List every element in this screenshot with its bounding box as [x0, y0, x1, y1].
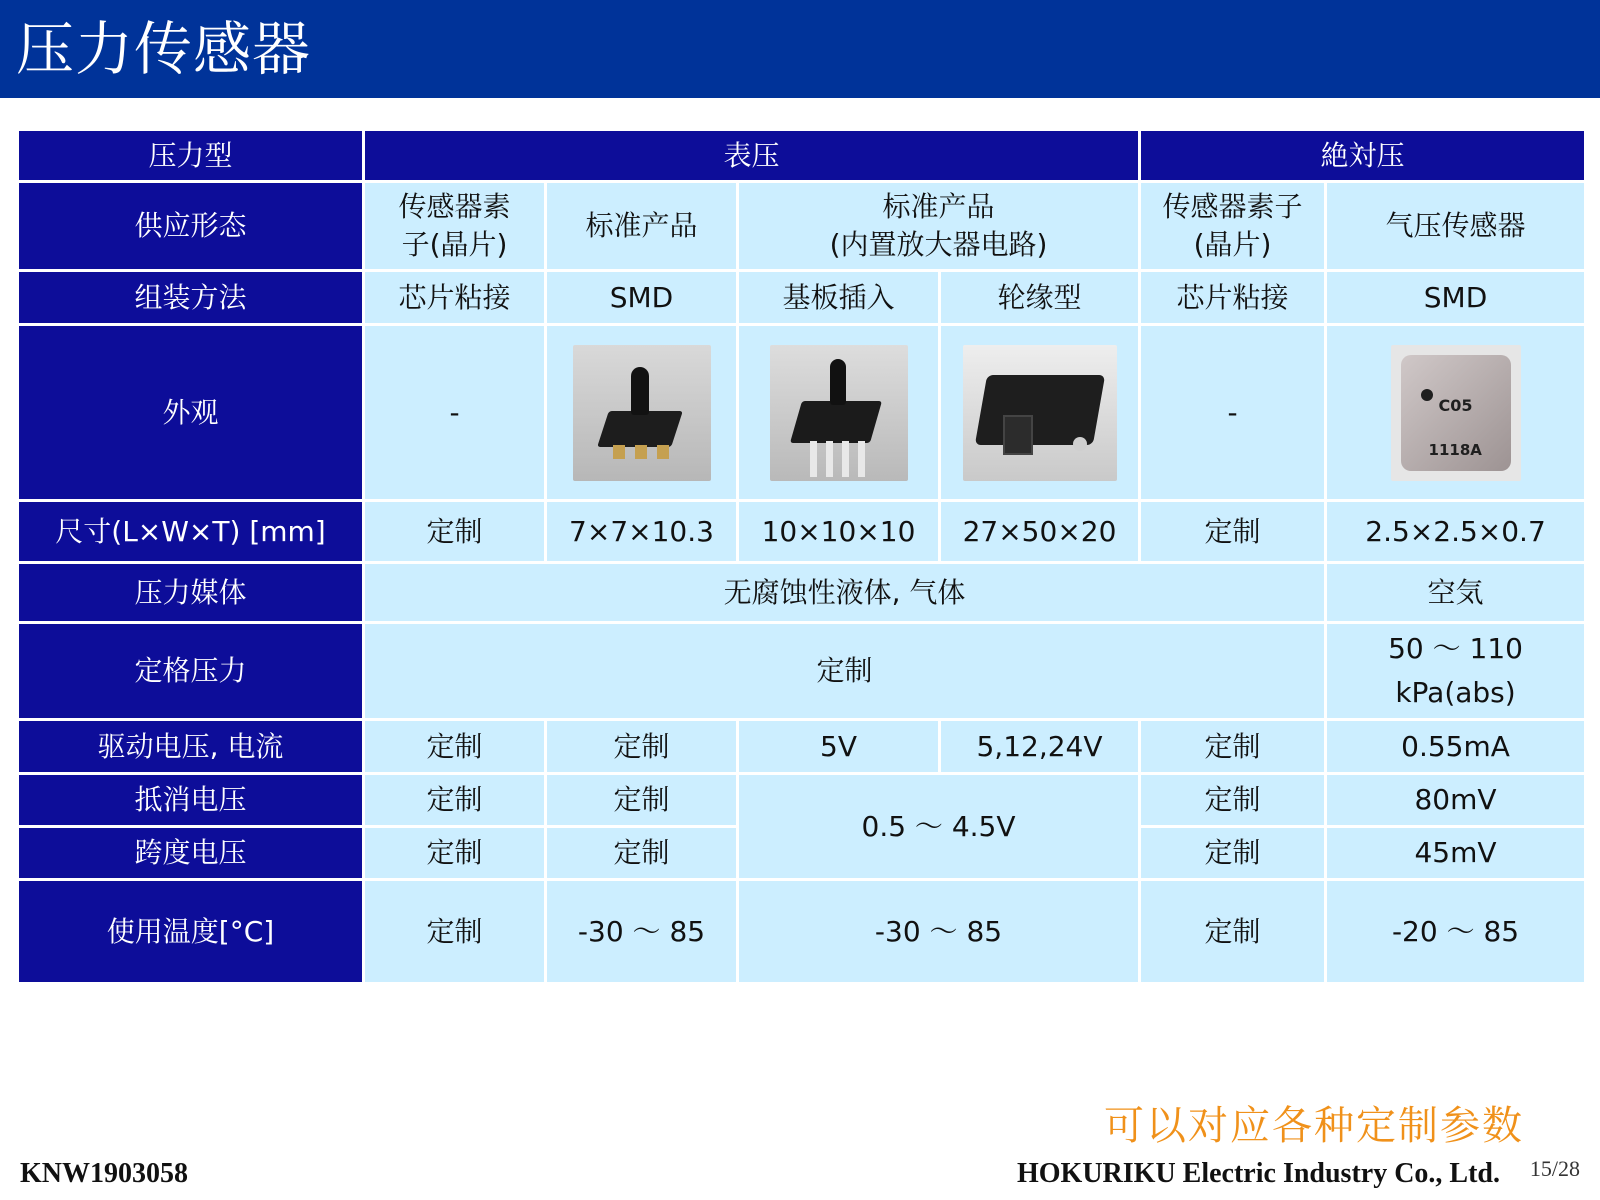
row-label-offset: 抵消电压: [18, 774, 364, 827]
page-number: 15/28: [1529, 1156, 1580, 1181]
chip-marking-2: 1118A: [1428, 440, 1482, 459]
dip-sensor-photo: [770, 345, 908, 481]
row-label-pressure-type: 压力型: [18, 130, 364, 182]
cell-drive-6: 0.55mA: [1326, 720, 1586, 774]
cell-offset-6: 80mV: [1326, 774, 1586, 827]
cell-size-5: 定制: [1140, 501, 1326, 563]
cell-assembly-5: 芯片粘接: [1140, 271, 1326, 325]
row-label-assembly: 组装方法: [18, 271, 364, 325]
cell-size-1: 定制: [364, 501, 546, 563]
cell-medium-baro: 空気: [1326, 563, 1586, 623]
cell-size-2: 7×7×10.3: [546, 501, 738, 563]
header-absolute-pressure: 絶対压: [1140, 130, 1586, 182]
supply-sensor-element-line2: 子(晶片): [401, 228, 508, 261]
cell-assembly-3: 基板插入: [738, 271, 940, 325]
supply-standard-amp-line1: 标准产品: [882, 190, 995, 223]
cell-drive-3: 5V: [738, 720, 940, 774]
row-label-supply-form: 供应形态: [18, 182, 364, 271]
rated-baro-line2: kPa(abs): [1395, 676, 1516, 709]
cell-temp-34: -30 ～ 85: [738, 880, 1140, 984]
cell-span-1: 定制: [364, 827, 546, 880]
cell-appearance-6: [1326, 325, 1586, 501]
cell-supply-standard: 标准产品: [546, 182, 738, 271]
cell-offset-2: 定制: [546, 774, 738, 827]
barometric-chip-photo: [1391, 345, 1521, 481]
row-rated-pressure: [18, 623, 1586, 720]
chip-marking-1: C05: [1438, 395, 1473, 415]
cell-drive-1: 定制: [364, 720, 546, 774]
cell-temp-6: -20 ～ 85: [1326, 880, 1586, 984]
cell-size-3: 10×10×10: [738, 501, 940, 563]
cell-supply-standard-amp: [738, 182, 1140, 271]
smd-sensor-photo: [573, 345, 711, 481]
cell-supply-barometric: 气压传感器: [1326, 182, 1586, 271]
cell-supply-sensor-element-abs: [1140, 182, 1326, 271]
document-number: KNW1903058: [20, 1158, 188, 1189]
title-bar: [0, 0, 1600, 98]
row-drive: [18, 720, 1586, 774]
cell-assembly-6: SMD: [1326, 271, 1586, 325]
row-pressure-type: [18, 130, 1586, 182]
rated-baro-line1: 50 ～ 110: [1388, 632, 1523, 665]
cell-appearance-4: [940, 325, 1140, 501]
cell-drive-4: 5,12,24V: [940, 720, 1140, 774]
cell-appearance-2: [546, 325, 738, 501]
cell-size-4: 27×50×20: [940, 501, 1140, 563]
cell-span-5: 定制: [1140, 827, 1326, 880]
row-label-drive: 驱动电压, 电流: [18, 720, 364, 774]
cell-span-6: 45mV: [1326, 827, 1586, 880]
cell-temp-1: 定制: [364, 880, 546, 984]
row-label-medium: 压力媒体: [18, 563, 364, 623]
customization-banner: 可以对应各种定制参数: [1104, 1103, 1524, 1149]
row-label-size: 尺寸(L×W×T) [mm]: [18, 501, 364, 563]
supply-sensor-element-line1: 传感器素: [398, 190, 511, 223]
page-title: 压力传感器: [16, 15, 312, 83]
cell-rated-gauge: 定制: [364, 623, 1326, 720]
cell-rated-baro: [1326, 623, 1586, 720]
cell-medium-gauge: 无腐蚀性液体, 气体: [364, 563, 1326, 623]
flange-sensor-photo: [963, 345, 1117, 481]
cell-assembly-4: 轮缘型: [940, 271, 1140, 325]
cell-assembly-1: 芯片粘接: [364, 271, 546, 325]
cell-appearance-3: [738, 325, 940, 501]
cell-offset-5: 定制: [1140, 774, 1326, 827]
row-medium: [18, 563, 1586, 623]
cell-temp-2: -30 ～ 85: [546, 880, 738, 984]
company-name: HOKURIKU Electric Industry Co., Ltd.: [1017, 1158, 1500, 1189]
row-size: [18, 501, 1586, 563]
cell-appearance-5: -: [1140, 325, 1326, 501]
cell-supply-sensor-element: [364, 182, 546, 271]
row-label-span: 跨度电压: [18, 827, 364, 880]
row-temperature: [18, 880, 1586, 984]
cell-assembly-2: SMD: [546, 271, 738, 325]
supply-standard-amp-line2: (内置放大器电路): [829, 228, 1048, 261]
supply-sensor-element-abs-line2: (晶片): [1193, 228, 1272, 261]
row-label-temperature: 使用温度[°C]: [18, 880, 364, 984]
row-appearance: [18, 325, 1586, 501]
cell-appearance-1: -: [364, 325, 546, 501]
cell-temp-5: 定制: [1140, 880, 1326, 984]
row-label-rated-pressure: 定格压力: [18, 623, 364, 720]
cell-drive-2: 定制: [546, 720, 738, 774]
header-gauge-pressure: 表压: [364, 130, 1140, 182]
cell-span-2: 定制: [546, 827, 738, 880]
cell-drive-5: 定制: [1140, 720, 1326, 774]
spec-table: [16, 128, 1587, 985]
row-supply-form: [18, 182, 1586, 271]
cell-size-6: 2.5×2.5×0.7: [1326, 501, 1586, 563]
cell-offset-span-output: 0.5 ～ 4.5V: [738, 774, 1140, 880]
row-assembly: [18, 271, 1586, 325]
row-label-appearance: 外观: [18, 325, 364, 501]
supply-sensor-element-abs-line1: 传感器素子: [1162, 190, 1303, 223]
row-offset: [18, 774, 1586, 827]
cell-offset-1: 定制: [364, 774, 546, 827]
